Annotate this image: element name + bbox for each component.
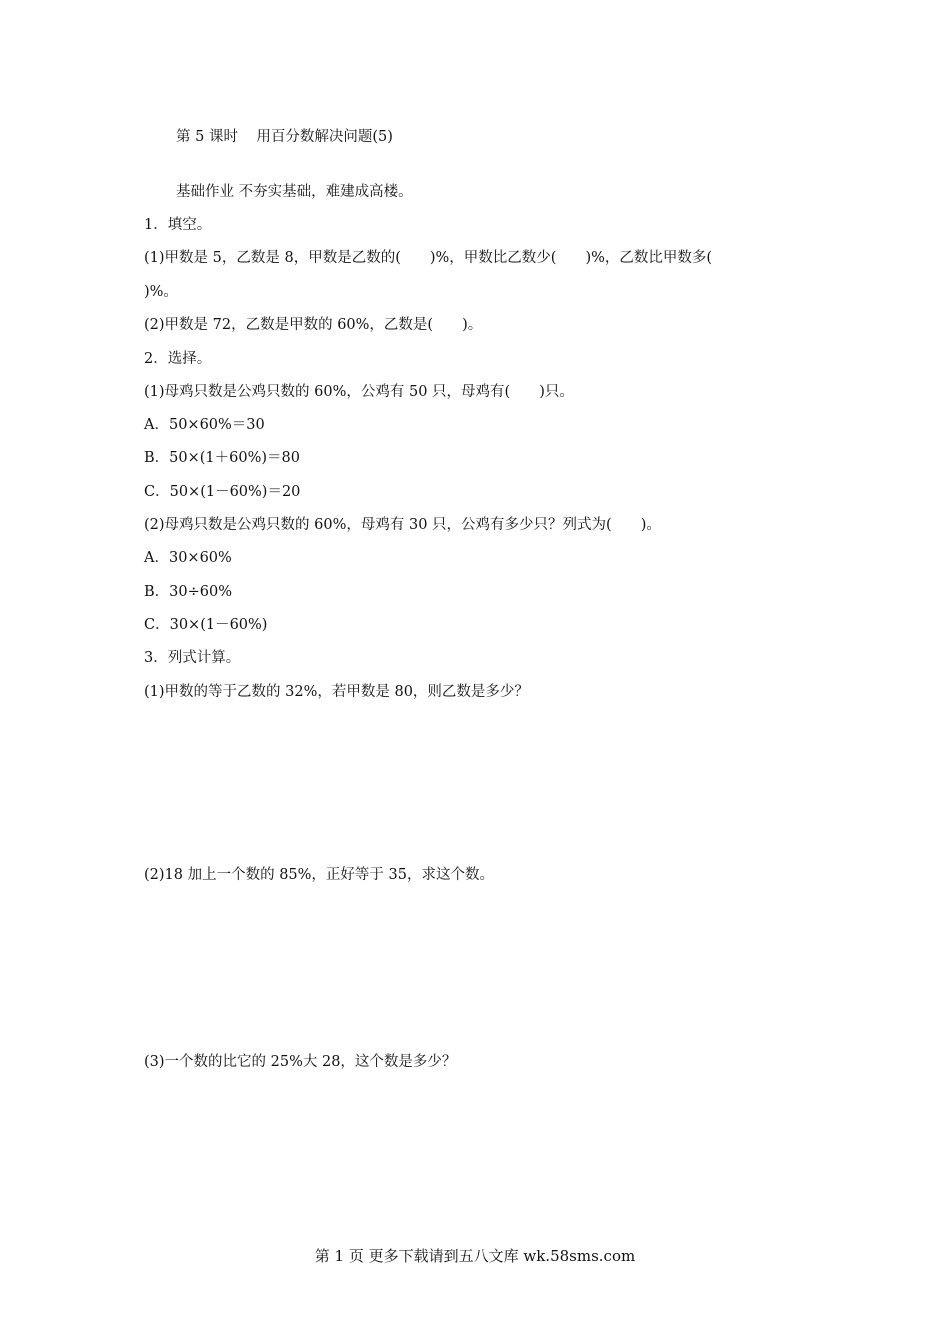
- question-2-part-1: (1)母鸡只数是公鸡只数的 60%，公鸡有 50 只，母鸡有( )只。: [144, 384, 574, 400]
- lesson-title: [176, 127, 393, 147]
- question-2-part-2-option-a: A．30×60%: [144, 550, 232, 566]
- question-2-part-1-option-a: A．50×60%＝30: [144, 417, 265, 433]
- question-2-part-2-option-c: C．30×(1－60%): [144, 617, 268, 633]
- question-2-part-2-option-b: B．30÷60%: [144, 584, 232, 600]
- question-1-title: 1．填空。: [144, 217, 212, 233]
- question-1-part-2: (2)甲数是 72，乙数是甲数的 60%，乙数是( )。: [144, 317, 483, 333]
- question-1-part-1-line-1: (1)甲数是 5，乙数是 8，甲数是乙数的( )%，甲数比乙数少( )%，乙数比甲数多(: [144, 250, 713, 266]
- question-3-part-3: (3)一个数的比它的 25%大 28，这个数是多少？: [144, 1054, 457, 1070]
- question-3-part-2: (2)18 加上一个数的 85%，正好等于 35，求这个数。: [144, 867, 494, 883]
- question-2-title: 2．选择。: [144, 351, 212, 367]
- question-2-part-1-option-c: C．50×(1－60%)＝20: [144, 484, 301, 500]
- question-3-title: 3．列式计算。: [144, 650, 241, 666]
- question-2-part-2: (2)母鸡只数是公鸡只数的 60%，母鸡有 30 只，公鸡有多少只？列式为( )。: [144, 517, 661, 533]
- question-1-part-1-line-2: )%。: [144, 284, 178, 300]
- question-2-part-1-option-b: B．50×(1＋60%)＝80: [144, 450, 300, 466]
- lesson-number: 第 5 课时: [176, 129, 238, 145]
- question-3-part-1: (1)甲数的等于乙数的 32%，若甲数是 80，则乙数是多少？: [144, 684, 529, 700]
- section-heading: 基础作业 不夯实基础，难建成高楼。: [176, 184, 413, 200]
- page-footer: 第 1 页 更多下载请到五八文库 wk.58sms.com: [314, 1247, 636, 1265]
- lesson-topic: 用百分数解决问题(5): [256, 129, 393, 145]
